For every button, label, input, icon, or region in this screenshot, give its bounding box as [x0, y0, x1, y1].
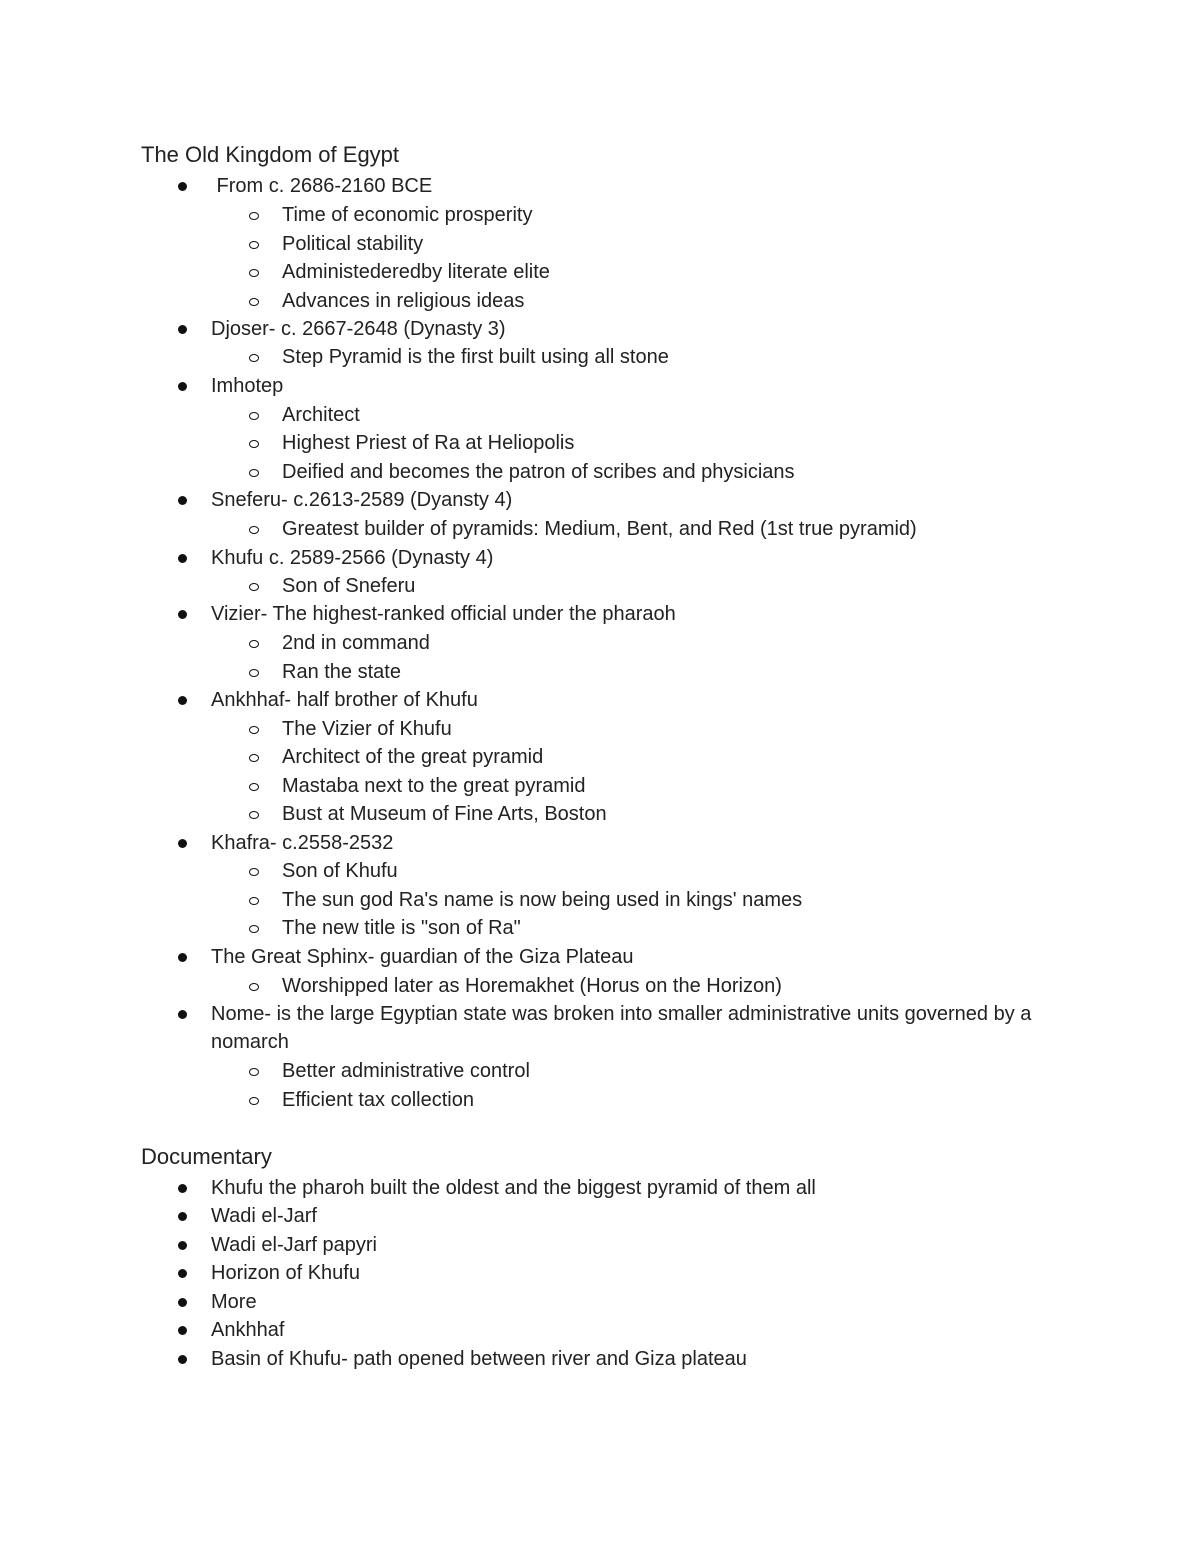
- list-subitem: [282, 401, 360, 429]
- list-item-text: Administederedby literate elite: [282, 261, 550, 283]
- list-item: [211, 600, 676, 628]
- list-subitem: [282, 1057, 530, 1085]
- bullet-icon: [178, 1269, 187, 1278]
- list-item-text: Basin of Khufu- path opened between river and Giza plateau: [211, 1348, 747, 1370]
- list-item-text: The new title is "son of Ra": [282, 917, 521, 939]
- circle-bullet-icon: [249, 1097, 259, 1105]
- list-subitem: [282, 772, 586, 800]
- circle-bullet-icon: [249, 412, 259, 420]
- circle-bullet-icon: [249, 212, 259, 220]
- circle-bullet-icon: [249, 1068, 259, 1076]
- list-subitem: [282, 800, 607, 828]
- bullet-icon: [178, 1184, 187, 1193]
- circle-bullet-icon: [249, 469, 259, 477]
- list-item: [211, 1202, 317, 1230]
- circle-bullet-icon: [249, 298, 259, 306]
- list-item-text: Imhotep: [211, 375, 284, 397]
- list-subitem: [282, 429, 574, 457]
- list-item: [211, 172, 432, 200]
- list-item-text: Architect of the great pyramid: [282, 746, 544, 768]
- list-item-text: Khufu the pharoh built the oldest and the biggest pyramid of them all: [211, 1177, 816, 1199]
- list-item-text: Nome- is the large Egyptian state was broken into smaller administrative units governed by a nomarch: [211, 1003, 1032, 1053]
- list-subitem: [282, 201, 532, 229]
- list-item: [211, 486, 512, 514]
- circle-bullet-icon: [249, 241, 259, 249]
- list-subitem: [282, 458, 795, 486]
- list-item-text: Deified and becomes the patron of scribes and physicians: [282, 461, 795, 483]
- list-item-text: Sneferu- c.2613-2589 (Dyansty 4): [211, 489, 513, 511]
- list-item: [211, 315, 506, 343]
- bullet-icon: [178, 1241, 187, 1250]
- circle-bullet-icon: [249, 526, 259, 534]
- list-item-text: Wadi el-Jarf papyri: [211, 1234, 377, 1256]
- circle-bullet-icon: [249, 897, 259, 905]
- circle-bullet-icon: [249, 754, 259, 762]
- circle-bullet-icon: [249, 726, 259, 734]
- bullet-icon: [178, 839, 187, 848]
- list-item-text: Step Pyramid is the first built using all stone: [282, 346, 669, 368]
- bullet-icon: [178, 1010, 187, 1019]
- list-subitem: [282, 857, 398, 885]
- circle-bullet-icon: [249, 440, 259, 448]
- list-item: [211, 544, 493, 572]
- list-item-text: From c. 2686-2160 BCE: [211, 175, 433, 197]
- bullet-icon: [178, 1212, 187, 1221]
- list-subitem: [282, 743, 543, 771]
- list-item: [211, 372, 283, 400]
- list-item-text: Ran the state: [282, 661, 401, 683]
- bullet-icon: [178, 696, 187, 705]
- bullet-icon: [178, 610, 187, 619]
- list-item-text: Ankhhaf- half brother of Khufu: [211, 689, 478, 711]
- list-subitem: [282, 629, 430, 657]
- list-item-text: Architect: [282, 404, 360, 426]
- list-item-text: Efficient tax collection: [282, 1089, 474, 1111]
- list-item-text: Son of Khufu: [282, 860, 398, 882]
- circle-bullet-icon: [249, 269, 259, 277]
- list-subitem: [282, 572, 415, 600]
- list-item: [211, 1259, 360, 1287]
- list-item-text: Djoser- c. 2667-2648 (Dynasty 3): [211, 318, 506, 340]
- bullet-icon: [178, 325, 187, 334]
- list-subitem: [282, 287, 524, 315]
- bullet-icon: [178, 496, 187, 505]
- list-item-text: Advances in religious ideas: [282, 290, 525, 312]
- circle-bullet-icon: [249, 925, 259, 933]
- list-item-text: Highest Priest of Ra at Heliopolis: [282, 432, 575, 454]
- bullet-icon: [178, 1326, 187, 1335]
- list-item-text: Time of economic prosperity: [282, 204, 533, 226]
- list-item: [211, 1316, 284, 1344]
- list-subitem: [282, 515, 917, 543]
- circle-bullet-icon: [249, 669, 259, 677]
- circle-bullet-icon: [249, 983, 259, 991]
- list-item: [211, 943, 633, 971]
- list-item-text: Worshipped later as Horemakhet (Horus on the Horizon): [282, 975, 782, 997]
- list-item-text: The sun god Ra's name is now being used in kings' names: [282, 889, 803, 911]
- section-title-old-kingdom: The Old Kingdom of Egypt: [141, 142, 400, 167]
- bullet-icon: [178, 1298, 187, 1307]
- list-subitem: [282, 658, 401, 686]
- list-item-text: Son of Sneferu: [282, 575, 416, 597]
- circle-bullet-icon: [249, 354, 259, 362]
- list-item-text: More: [211, 1291, 257, 1313]
- circle-bullet-icon: [249, 583, 259, 591]
- list-item-text: The Vizier of Khufu: [282, 718, 452, 740]
- bullet-icon: [178, 182, 187, 191]
- list-item: [211, 686, 478, 714]
- list-item-text: Horizon of Khufu: [211, 1262, 360, 1284]
- list-item-text: The Great Sphinx- guardian of the Giza Plateau: [211, 946, 634, 968]
- circle-bullet-icon: [249, 811, 259, 819]
- list-subitem: [282, 343, 669, 371]
- list-item: [211, 1345, 747, 1373]
- list-item-text: Greatest builder of pyramids: Medium, Bent, and Red (1st true pyramid): [282, 518, 917, 540]
- bullet-icon: [178, 1355, 187, 1364]
- list-item: [211, 1231, 377, 1259]
- bullet-icon: [178, 382, 187, 391]
- list-subitem: [282, 715, 452, 743]
- list-item: [211, 1288, 257, 1316]
- list-item-text: Bust at Museum of Fine Arts, Boston: [282, 803, 607, 825]
- list-item-text: Khufu c. 2589-2566 (Dynasty 4): [211, 547, 494, 569]
- list-item-text: Political stability: [282, 233, 424, 255]
- list-subitem: [282, 972, 782, 1000]
- circle-bullet-icon: [249, 640, 259, 648]
- section-title-documentary: Documentary: [141, 1144, 272, 1169]
- list-item-text: Khafra- c.2558-2532: [211, 832, 394, 854]
- list-subitem: [282, 1086, 474, 1114]
- list-item-text: 2nd in command: [282, 632, 430, 654]
- list-subitem: [282, 886, 802, 914]
- circle-bullet-icon: [249, 868, 259, 876]
- bullet-icon: [178, 953, 187, 962]
- list-item: [211, 1174, 816, 1202]
- list-item: [211, 829, 393, 857]
- list-item-text: Wadi el-Jarf: [211, 1205, 317, 1227]
- list-item-text: Better administrative control: [282, 1060, 530, 1082]
- list-item-text: Ankhhaf: [211, 1319, 285, 1341]
- list-subitem: [282, 258, 550, 286]
- circle-bullet-icon: [249, 783, 259, 791]
- list-item: [211, 1000, 1071, 1056]
- bullet-icon: [178, 554, 187, 563]
- list-subitem: [282, 230, 423, 258]
- list-subitem: [282, 914, 521, 942]
- list-item-text: Vizier- The highest-ranked official under the pharaoh: [211, 603, 676, 625]
- list-item-text: Mastaba next to the great pyramid: [282, 775, 586, 797]
